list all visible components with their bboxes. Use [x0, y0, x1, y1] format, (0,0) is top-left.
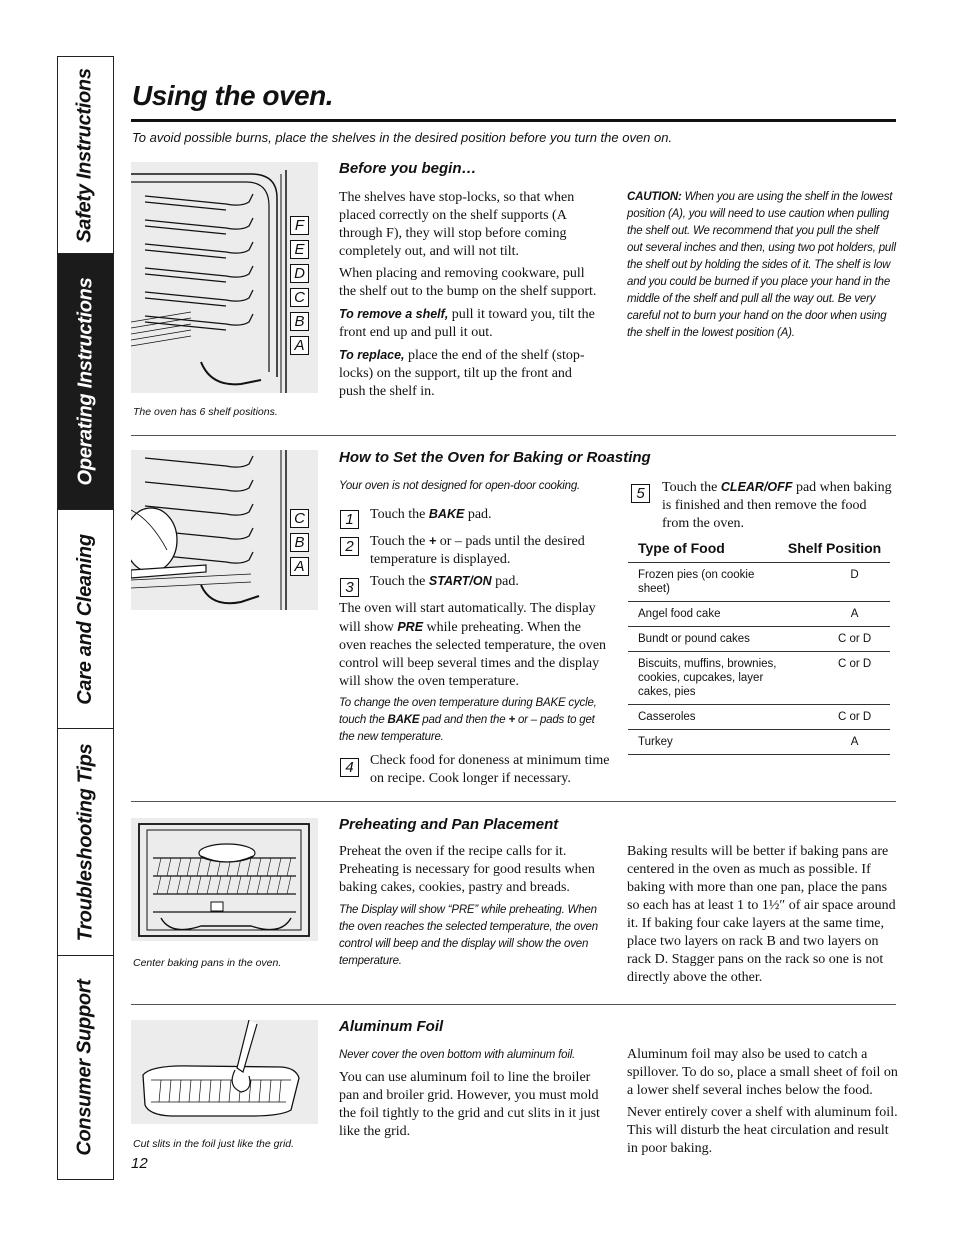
food-cell: Casseroles — [628, 705, 779, 730]
step-number: 5 — [631, 484, 650, 503]
foil-warning-note: Never cover the oven bottom with aluminum foil. — [339, 1049, 576, 1061]
shelf-letter: B — [290, 533, 309, 552]
tab-label: Consumer Support — [74, 978, 97, 1156]
shelf-position-labels — [290, 216, 310, 355]
auto-start-text: while preheating. When the oven reaches the selected temperature, the oven control will beep several times and the display will show the oven temperature. — [339, 620, 607, 689]
table-row — [628, 563, 890, 602]
remove-shelf-paragraph — [339, 305, 599, 342]
table-row — [628, 652, 890, 705]
shelf-letter: A — [290, 557, 309, 576]
open-door-note: Your oven is not designed for open-door cooking. — [339, 480, 581, 492]
shelf-letter: F — [290, 216, 309, 235]
foil-heading: Aluminum Foil — [339, 1018, 444, 1035]
table-row — [628, 705, 890, 730]
table-header-row — [628, 540, 890, 563]
note-text: pad and then the — [419, 714, 509, 726]
replace-shelf-text: place the end of the shelf (stop-locks) on the support, tilt up the front and push the shelf in. — [339, 348, 585, 399]
step-text-pre: Touch the — [662, 480, 721, 495]
preheat-display-note: The Display will show “PRE” while preheating. When the oven reaches the selected temperature, the oven control will beep and the display will show the oven temperature. — [339, 904, 598, 967]
foil-shelf-warning-text: Never entirely cover a shelf with aluminum foil. This will disturb the heat circulation and result in poor baking. — [627, 1105, 898, 1156]
shelf-letter: A — [290, 336, 309, 355]
auto-start-paragraph — [339, 600, 609, 691]
before-heading: Before you begin… — [339, 160, 477, 177]
step-number: 3 — [340, 578, 359, 597]
step-text: Check food for doneness at minimum time on recipe. Cook longer if necessary. — [370, 753, 610, 786]
table-row — [628, 627, 890, 652]
step-text-post: pad. — [491, 574, 519, 589]
step-text-post: or – pads until the desired temperature is displayed. — [370, 534, 585, 567]
position-cell: C or D — [779, 705, 890, 730]
intro-text: To avoid possible burns, place the shelves in the desired position before you turn the oven on. — [132, 130, 673, 145]
position-cell: C or D — [779, 627, 890, 652]
food-cell: Bundt or pound cakes — [628, 627, 779, 652]
page-title: Using the oven. — [132, 80, 333, 111]
table-row — [628, 602, 890, 627]
step-text-pre: Touch the — [370, 574, 429, 589]
food-cell: Biscuits, muffins, brownies, cookies, cupcakes, layer cakes, pies — [628, 652, 779, 705]
before-paragraph: When placing and removing cookware, pull the shelf out to the bump on the shelf support. — [339, 266, 597, 299]
tab-label: Operating Instructions — [74, 277, 96, 486]
shelf-position-labels — [290, 509, 310, 576]
shelf-position-table — [628, 540, 890, 755]
page-number: 12 — [131, 1155, 148, 1172]
tab-care-and-cleaning[interactable] — [58, 510, 113, 729]
column-header: Shelf Position — [779, 540, 890, 563]
shelf-letter: C — [290, 288, 309, 307]
section-tabs — [57, 56, 114, 1180]
column-header: Type of Food — [628, 540, 779, 563]
shelf-letter: D — [290, 264, 309, 283]
foil-caption: Cut slits in the foil just like the grid. — [133, 1138, 295, 1150]
tab-troubleshooting-tips[interactable] — [58, 729, 113, 956]
foil-paragraph: You can use aluminum foil to line the broiler pan and broiler grid. However, you must mold the foil tightly to the grid and cut slits in it just like the grid. — [339, 1070, 600, 1139]
step-text — [370, 572, 605, 591]
auto-start-text: The oven will start automatically. The display will show — [339, 601, 596, 635]
food-cell: Turkey — [628, 730, 779, 755]
foil-spillover-text: Aluminum foil may also be used to catch a spillover. To do so, place a small sheet of foil on a lower shelf several inches below the food. — [627, 1047, 898, 1098]
remove-shelf-label: To remove a shelf, — [339, 307, 449, 321]
step-text-pre: Touch the — [370, 507, 429, 522]
oven-center-pans-illustration — [131, 818, 318, 941]
pan-placement-paragraph: Baking results will be better if baking pans are centered in the oven as much as possible. If baking with more than one pan, place the pans so each has at least 1 to 1½″ of air space around it. If baking four cake layers at the same time, place two layers on rack B and two layers on rack D. Stagger pans on the rack so one is not directly above the other. — [627, 844, 896, 985]
remove-shelf-text: pull it toward you, tilt the front end up and pull it out. — [339, 307, 595, 340]
step-number: 4 — [340, 758, 359, 777]
step-text-pre: Touch the — [370, 534, 429, 549]
foil-grid-illustration — [131, 1020, 318, 1124]
replace-shelf-label: To replace, — [339, 348, 405, 362]
position-cell: C or D — [779, 652, 890, 705]
foil-grid-drawing — [131, 1020, 318, 1124]
position-cell: A — [779, 730, 890, 755]
bake-keyword: BAKE — [428, 507, 465, 521]
tab-safety-instructions[interactable] — [58, 57, 113, 254]
oven-shelves-caption: The oven has 6 shelf positions. — [133, 406, 278, 418]
position-cell: A — [779, 602, 890, 627]
plus-keyword: + — [428, 534, 437, 548]
preheat-paragraph: Preheat the oven if the recipe calls for it. Preheating is necessary for good results when baking cakes, cookies, pastry and breads. — [339, 844, 595, 895]
section-divider — [131, 435, 896, 436]
step-text-post: pad. — [464, 507, 492, 522]
section-divider — [131, 801, 896, 802]
step-text-post: pad when baking is finished and then remove the food from the oven. — [662, 480, 892, 531]
title-rule — [131, 119, 896, 122]
plus-keyword: + — [508, 714, 515, 726]
caution-label: CAUTION: — [627, 191, 682, 203]
step-number: 1 — [340, 510, 359, 529]
step-text — [370, 532, 605, 569]
tab-label: Safety Instructions — [74, 67, 96, 243]
replace-shelf-paragraph — [339, 346, 599, 401]
shelf-letter: B — [290, 312, 309, 331]
tab-consumer-support[interactable] — [58, 956, 113, 1178]
position-cell: D — [779, 563, 890, 602]
caution-text: When you are using the shelf in the lowest position (A), you will need to use caution when pulling the shelf out. We recommend that you pull the shelf out several inches and then, using two pot holders, pull the shelf out by holding the sides of it. The shelf is low and you could be burned if you place your hand in the middle of the shelf and pull all the way out. Be very careful not to burn your hand on the door when using the shelf in the lowest position (A). — [627, 191, 896, 339]
pre-keyword: PRE — [397, 620, 424, 634]
clear-off-keyword: CLEAR/OFF — [720, 480, 793, 494]
note-text: or – pads to get the new temperature. — [339, 714, 595, 743]
before-paragraph: The shelves have stop-locks, so that when placed correctly on the shelf supports (A through F), they will stop before coming completely out, and will not tilt. — [339, 190, 575, 259]
shelf-letter: E — [290, 240, 309, 259]
caution-note — [627, 189, 897, 342]
step-number: 2 — [340, 537, 359, 556]
food-cell: Frozen pies (on cookie sheet) — [628, 563, 779, 602]
start-on-keyword: START/ON — [428, 574, 492, 588]
center-pans-caption: Center baking pans in the oven. — [133, 957, 282, 969]
section-divider — [131, 1004, 896, 1005]
food-cell: Angel food cake — [628, 602, 779, 627]
foil-paragraph — [627, 1046, 899, 1158]
tab-operating-instructions[interactable] — [58, 254, 113, 510]
preheat-heading: Preheating and Pan Placement — [339, 816, 559, 833]
table-row — [628, 730, 890, 755]
bake-heading: How to Set the Oven for Baking or Roasting — [339, 449, 651, 466]
shelf-letter: C — [290, 509, 309, 528]
step-text — [370, 505, 605, 524]
tab-label: Troubleshooting Tips — [74, 743, 97, 941]
change-temperature-note — [339, 695, 604, 746]
oven-center-pans-drawing — [131, 818, 318, 941]
before-body — [339, 189, 599, 401]
note-text: To change the oven temperature during BAKE cycle, touch the — [339, 697, 597, 726]
tab-label: Care and Cleaning — [74, 533, 96, 705]
step-text — [662, 478, 897, 533]
bake-keyword: BAKE — [387, 714, 420, 726]
